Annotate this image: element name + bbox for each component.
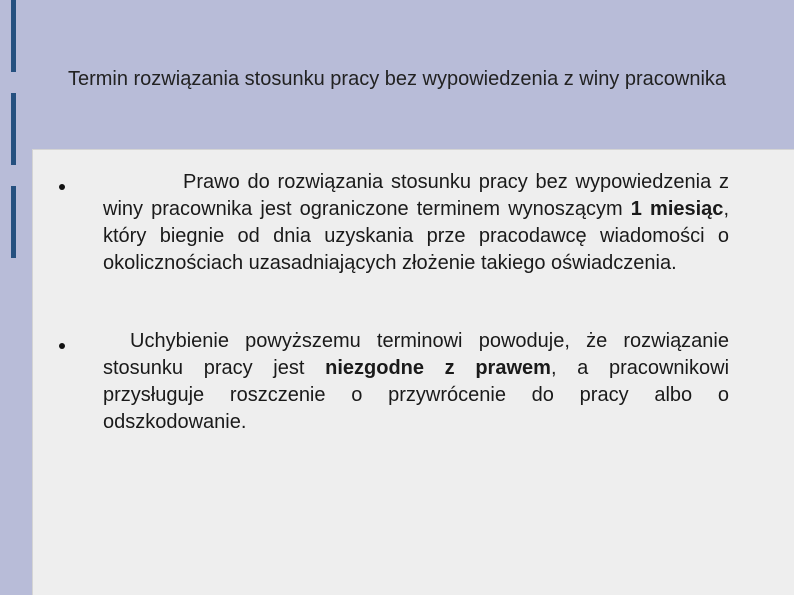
bullet-text-part: Prawo do rozwiązania stosunku pracy bez wypowiedzenia z winy pracownika jest ograniczone terminem wynoszącym	[103, 171, 729, 220]
bullet-text-part: Uchybienie powyższemu terminowi powoduje, że rozwiązanie stosunku pracy jest	[103, 330, 729, 379]
slide-title: Termin rozwiązania stosunku pracy bez wypowiedzenia z winy pracownika	[67, 68, 727, 90]
bullet-text-part: , który biegnie od dnia uzyskania prze pracodawcę wiadomości o okolicznościach uzasadniających złożenie takiego oświadczenia.	[103, 198, 729, 274]
bullet-text	[103, 328, 729, 436]
bullet-text-part: , a pracownikowi przysługuje roszczenie o przywrócenie do pracy albo o odszkodowanie.	[103, 357, 730, 433]
accent-bar-bottom	[11, 186, 16, 258]
accent-bar-middle	[11, 93, 16, 165]
bullet-dot-icon	[59, 343, 65, 349]
bullet-emphasis: niezgodne z prawem	[325, 357, 551, 379]
bullet-dot-icon	[59, 184, 65, 190]
bullet-emphasis: 1 miesiąc	[630, 198, 724, 220]
content-panel	[32, 149, 794, 595]
accent-bar-top	[11, 0, 16, 72]
bullet-text	[103, 169, 729, 277]
